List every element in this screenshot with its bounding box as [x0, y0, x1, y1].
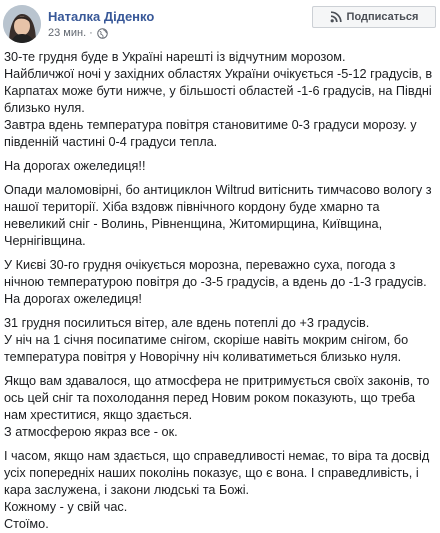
post-line: Якщо вам здавалося, що атмосфера не притримується своїх законів, то ось цей сніг та похолодання перед Новим роком показують, що треба нам хреститися, якщо здається. — [4, 374, 430, 422]
post-line: З атмосферою якраз все - ок. — [4, 425, 178, 439]
post-line: Найбличжої ночі у західних областях України очікується -5-12 градусів, в Карпатах може бути нижче, у більшості областей -1-6 градусів, на Півдні близько нуля. — [4, 67, 433, 115]
post-paragraph — [4, 182, 436, 250]
author-name[interactable]: Наталка Діденко — [48, 9, 155, 24]
post-line: Опади маломовірні, бо антициклон Wiltrud витіснить тимчасово вологу з нашої території. Хіба вздовж північного кордону буде хмарно та невеликий сніг - Волинь, Рівненщина, Житомирщина, Київщина, Чернігівщина. — [4, 183, 432, 248]
rss-subscribe-icon — [330, 11, 342, 23]
subscribe-label: Подписаться — [346, 11, 419, 23]
subscribe-button[interactable] — [312, 6, 436, 28]
avatar[interactable] — [3, 5, 41, 43]
post-line: На дорогах ожеледиця!! — [4, 159, 146, 173]
post-line: Стоїмо. — [4, 517, 49, 531]
post-text — [4, 49, 436, 533]
post-paragraph — [4, 158, 436, 175]
post-meta — [48, 27, 108, 39]
post-line: Кожному - у свій час. — [4, 500, 128, 514]
post-paragraph — [4, 257, 436, 308]
post-line: На дорогах ожеледиця! — [4, 292, 142, 306]
post-header — [0, 0, 440, 46]
post-line: Завтра вдень температура повітря становитиме 0-3 градуси морозу. у південній частині 0-4 градуси тепла. — [4, 118, 417, 149]
meta-separator: · — [89, 27, 93, 39]
globe-icon[interactable] — [97, 28, 108, 39]
post-line: 31 грудня посилиться вітер, але вдень потеплі до +3 градусів. — [4, 316, 370, 330]
post-paragraph — [4, 315, 436, 366]
post-line: У ніч на 1 січня посипатиме снігом, скоріше навіть мокрим снігом, бо температура повітря у Новорічну ніч коливатиметься близько нуля. — [4, 333, 409, 364]
post-line: У Києві 30-го грудня очікується морозна, переважно суха, погода з нічною температурою повітря до -3-5 градусів, а вдень до -1-3 градусів. — [4, 258, 427, 289]
post-paragraph — [4, 448, 436, 533]
post-paragraph — [4, 49, 436, 151]
post-timestamp[interactable]: 23 мин. — [48, 27, 87, 39]
avatar-photo — [3, 5, 41, 43]
post-line: 30-те грудня буде в Україні нарешті із відчутним морозом. — [4, 50, 346, 64]
post-line: І часом, якщо нам здається, що справедливості немає, то віра та досвід усіх попередніх наших поколінь показує, що є вона. І справедливість, і кара заслужена, і закони людські та Божі. — [4, 449, 430, 497]
post-paragraph — [4, 373, 436, 441]
